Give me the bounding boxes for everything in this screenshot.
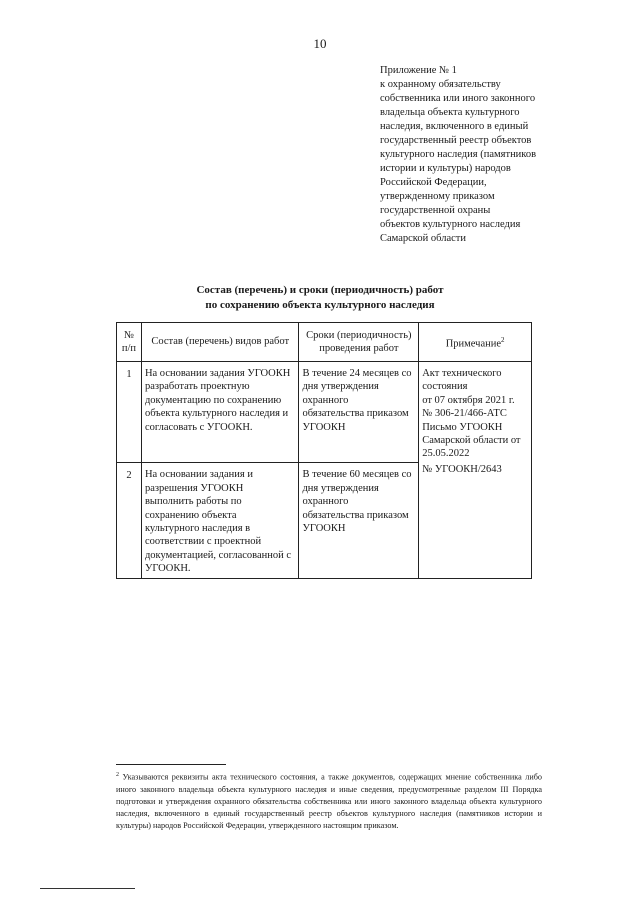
appendix-line: утвержденному приказом [380, 191, 495, 202]
table-header-row [117, 323, 532, 362]
footnote [116, 769, 542, 832]
heading-line: по сохранению объекта культурного наследия [205, 299, 435, 311]
header-note: Примечание$^2$ [419, 323, 532, 362]
table-row [117, 463, 532, 578]
footnote-marker: 2 [116, 772, 119, 778]
appendix-line: собственника или иного законного [380, 93, 536, 104]
appendix-line: Самарской области [380, 233, 466, 244]
row-number: 1 [117, 362, 142, 463]
footnote-text: Указываются реквизиты акта технического состояния, а также документов, содержащих мнение собственника либо иного законного владельца объекта культурного наследия и иные сведения, предусмотренные разделом III Порядка подготовки и утверждения охранного обязательства собственника или иного законного владельца объекта культурного наследия, включенного в единый государственный реестр объектов культурного наследия (памятников истории и культуры) народов Российской Федерации, утвержденного настоящим приказом. [116, 772, 542, 830]
appendix-line: Российской Федерации, [380, 177, 487, 188]
footnote-divider [116, 764, 226, 765]
row-number: 2 [117, 463, 142, 578]
page-number: 10 [313, 36, 327, 51]
appendix-line: государственный реестр объектов [380, 135, 532, 146]
row-period: В течение 60 месяцев со дня утверждения охранного обязательства приказом УГООКН [299, 463, 419, 578]
row-period: В течение 24 месяцев со дня утверждения охранного обязательства приказом УГООКН [299, 362, 419, 463]
row-composition: На основании задания УГООКН разработать проектную документацию по сохранению объекта культурного наследия и согласовать с УГООКН. [141, 362, 299, 463]
appendix-line: к охранному обязательству [380, 79, 501, 90]
row-note: Акт технического состояния от 07 октября 2021 г. № 306-21/466-АТС Письмо УГООКН Самарской области от 25.05.2022 [419, 362, 532, 463]
header-composition: Состав (перечень) видов работ [141, 323, 299, 362]
appendix-line: Приложение № 1 [380, 65, 457, 76]
row-composition: На основании задания и разрешения УГООКН выполнить работы по сохранению объекта культурного наследия в соответствии с проектной документацией, согласованной с УГООКН. [141, 463, 299, 578]
footnote-ref: 2 [501, 335, 505, 344]
appendix-line: владельца объекта культурного [380, 107, 520, 118]
bottom-divider [40, 888, 135, 889]
header-num: № п/п [117, 323, 142, 362]
appendix-line: объектов культурного наследия [380, 219, 521, 230]
appendix-line: культурного наследия (памятников [380, 149, 537, 160]
appendix-line: истории и культуры) народов [380, 163, 511, 174]
heading-line: Состав (перечень) и сроки (периодичность) работ [196, 284, 444, 296]
row-note: № УГООКН/2643 [419, 463, 532, 578]
appendix-line: государственной охраны [380, 205, 491, 216]
table-row [117, 362, 532, 463]
works-table [116, 322, 532, 579]
document-heading [0, 283, 640, 313]
appendix-block [380, 64, 580, 246]
appendix-line: наследия, включенного в единый [380, 121, 529, 132]
header-period: Сроки (периодичность) проведения работ [299, 323, 419, 362]
